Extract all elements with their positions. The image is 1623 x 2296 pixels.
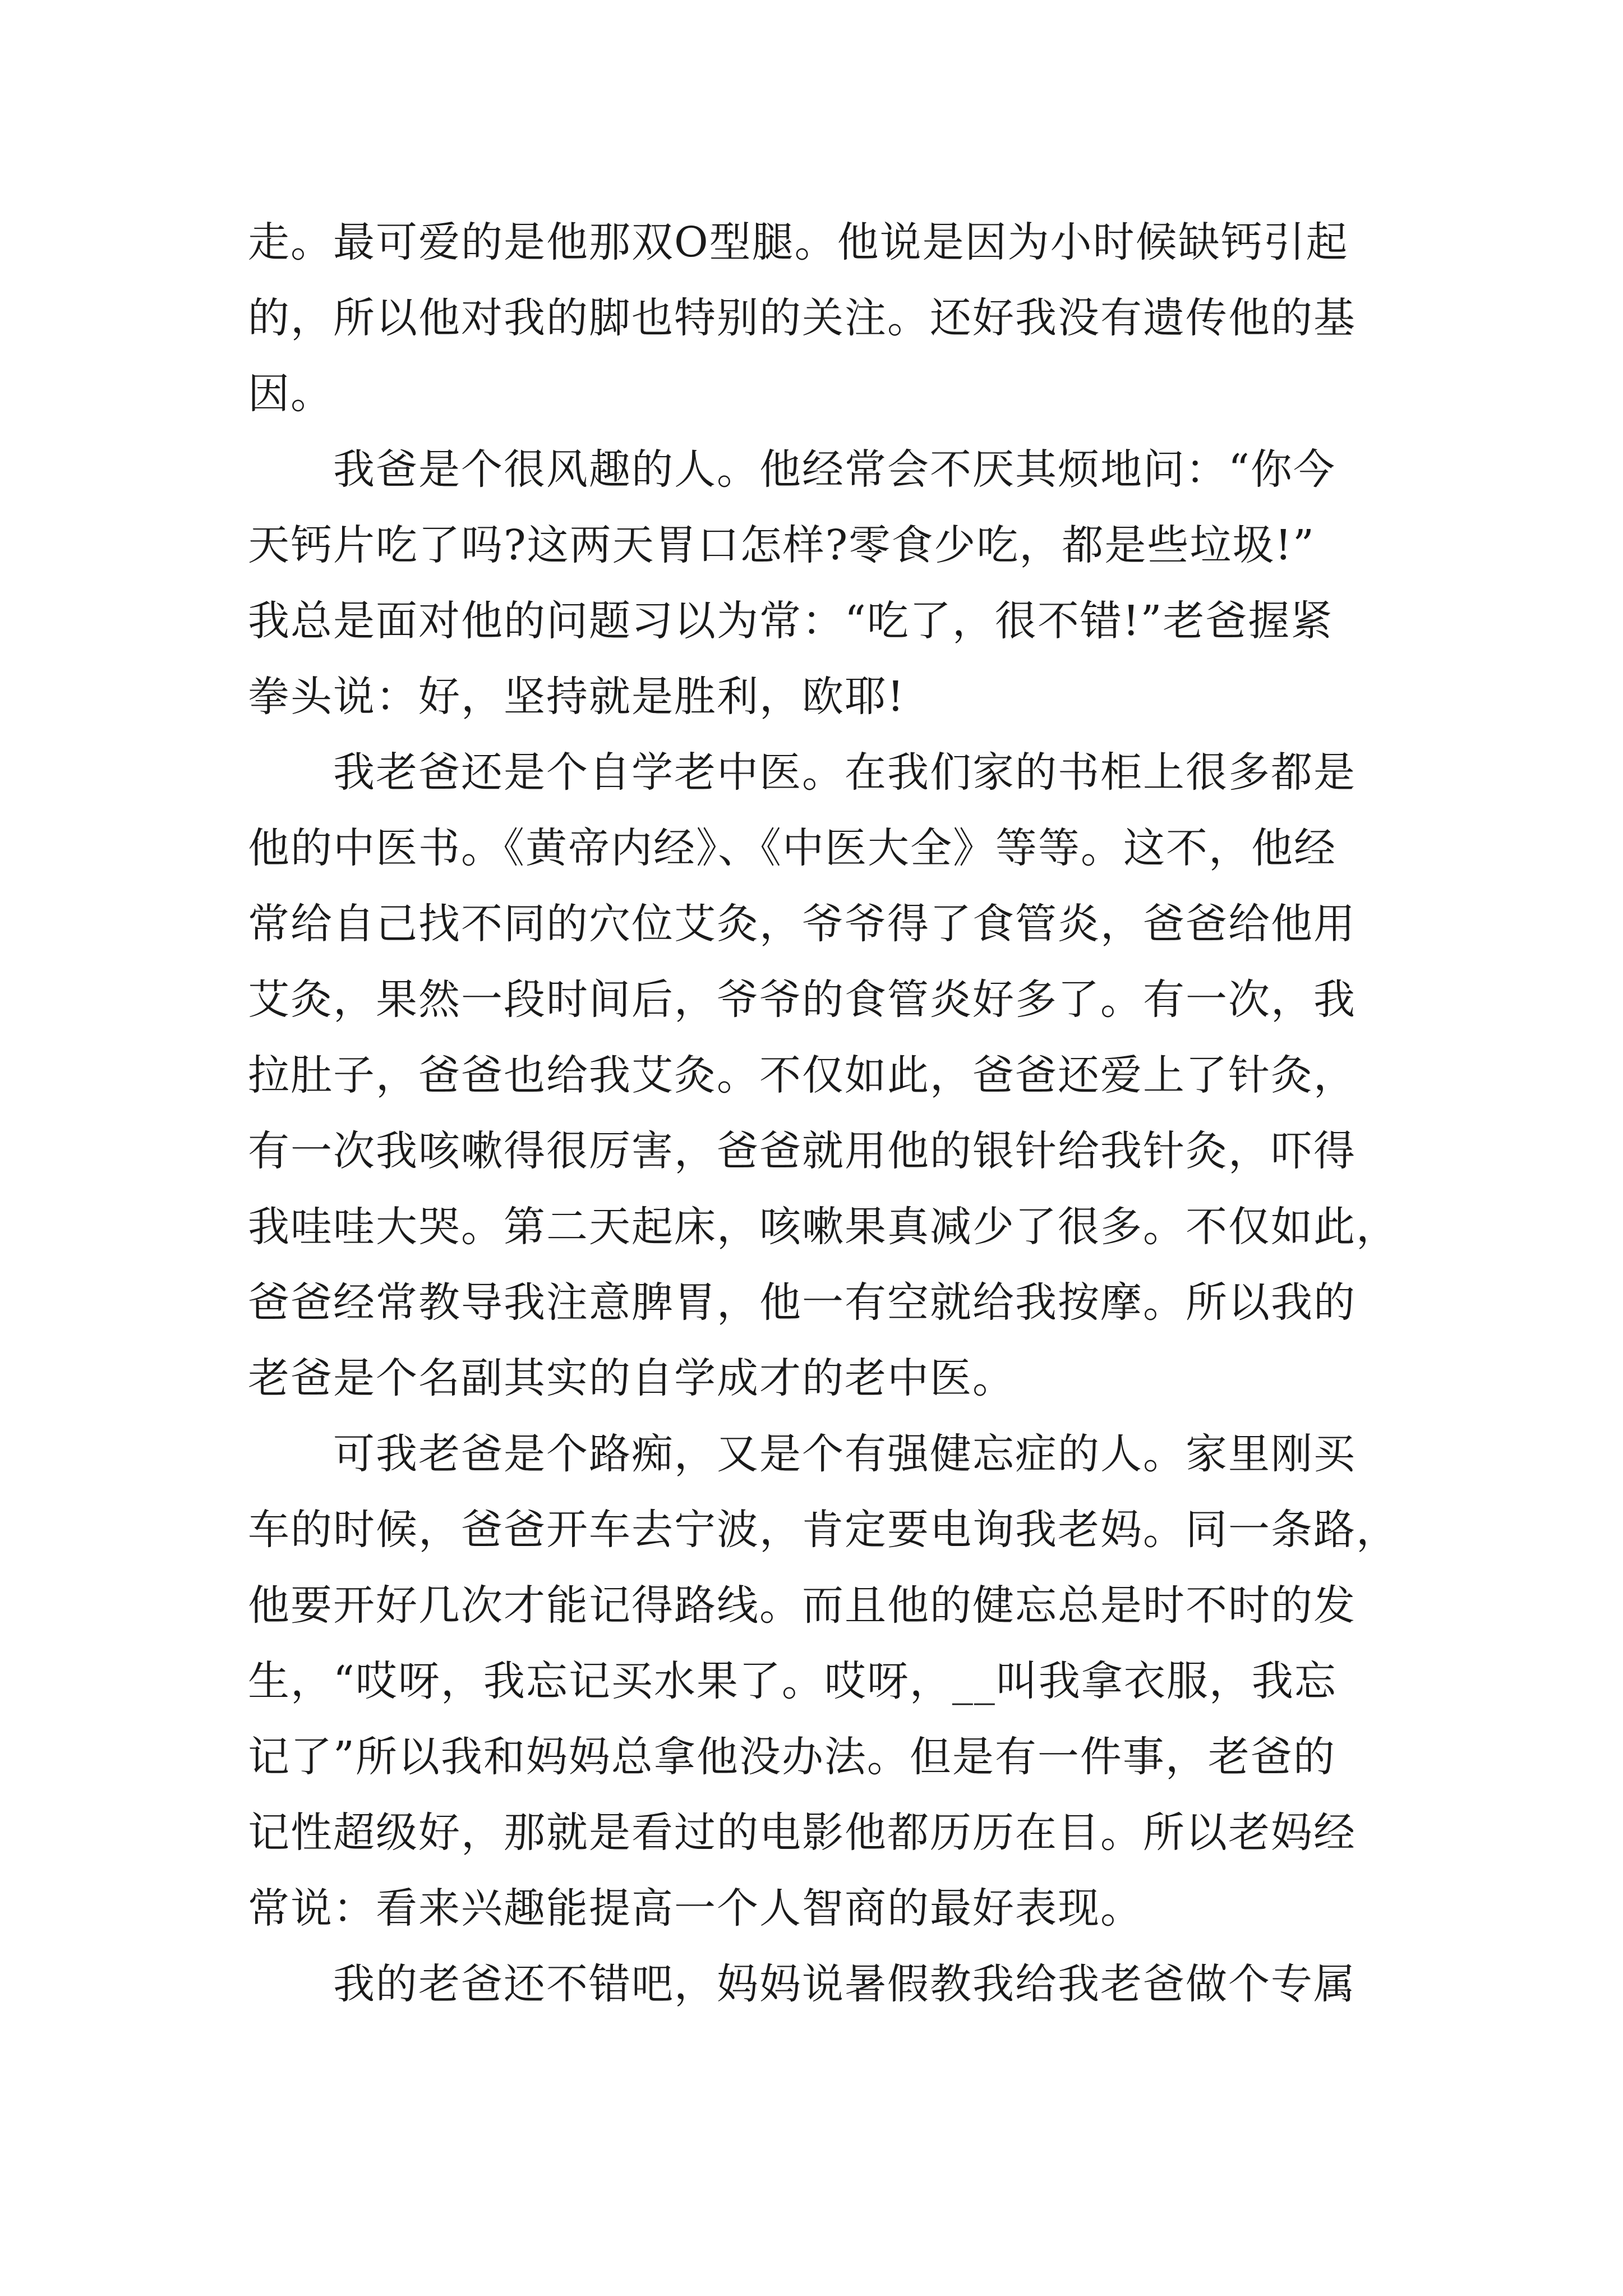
text-line: 艾灸，果然一段时间后，爷爷的食管炎好多了。有一次，我 — [248, 976, 1356, 1024]
text-line: 因。 — [248, 370, 333, 418]
text-line: 走。最可爱的是他那双O型腿。他说是因为小时候缺钙引起 — [248, 218, 1349, 266]
text-line: 常给自己找不同的穴位艾灸，爷爷得了食管炎，爸爸给他用 — [248, 900, 1356, 948]
text-line: 记性超级好，那就是看过的电影他都历历在目。所以老妈经 — [248, 1809, 1356, 1857]
text-line: 我爸是个很风趣的人。他经常会不厌其烦地问：“你今 — [248, 445, 1336, 494]
text-line: 我的老爸还不错吧，妈妈说暑假教我给我老爸做个专属 — [248, 1960, 1356, 2008]
text-line: 车的时候，爸爸开车去宁波，肯定要电询我老妈。同一条路， — [248, 1506, 1399, 1554]
text-line: 我哇哇大哭。第二天起床，咳嗽果真减少了很多。不仅如此， — [248, 1203, 1399, 1251]
text-line: 他的中医书。《黄帝内经》、《中医大全》等等。这不，他经 — [248, 824, 1336, 872]
text-line: 天钙片吃了吗?这两天胃口怎样?零食少吃，都是些垃圾!” — [248, 521, 1315, 569]
text-line: 拉肚子，爸爸也给我艾灸。不仅如此，爸爸还爱上了针灸， — [248, 1051, 1356, 1099]
text-line: 他要开好几次才能记得路线。而且他的健忘总是时不时的发 — [248, 1581, 1356, 1630]
text-line: 生，“哎呀，我忘记买水果了。哎呀，__叫我拿衣服，我忘 — [248, 1657, 1337, 1705]
text-line: 拳头说：好，坚持就是胜利，欧耶! — [248, 673, 905, 721]
text-line: 我总是面对他的问题习以为常：“吃了，很不错!”老爸握紧 — [248, 597, 1334, 645]
text-line: 记了”所以我和妈妈总拿他没办法。但是有一件事，老爸的 — [248, 1733, 1336, 1781]
text-line: 可我老爸是个路痴，又是个有强健忘症的人。家里刚买 — [248, 1430, 1356, 1478]
text-line: 老爸是个名副其实的自学成才的老中医。 — [248, 1354, 1015, 1402]
body-text — [248, 205, 1399, 2022]
text-line: 爸爸经常教导我注意脾胃，他一有空就给我按摩。所以我的 — [248, 1278, 1356, 1327]
text-line: 的，所以他对我的脚也特别的关注。还好我没有遗传他的基 — [248, 294, 1356, 342]
text-line: 有一次我咳嗽得很厉害，爸爸就用他的银针给我针灸，吓得 — [248, 1127, 1356, 1175]
text-line: 我老爸还是个自学老中医。在我们家的书柜上很多都是 — [248, 748, 1356, 797]
text-line: 常说：看来兴趣能提高一个人智商的最好表现。 — [248, 1884, 1143, 1932]
